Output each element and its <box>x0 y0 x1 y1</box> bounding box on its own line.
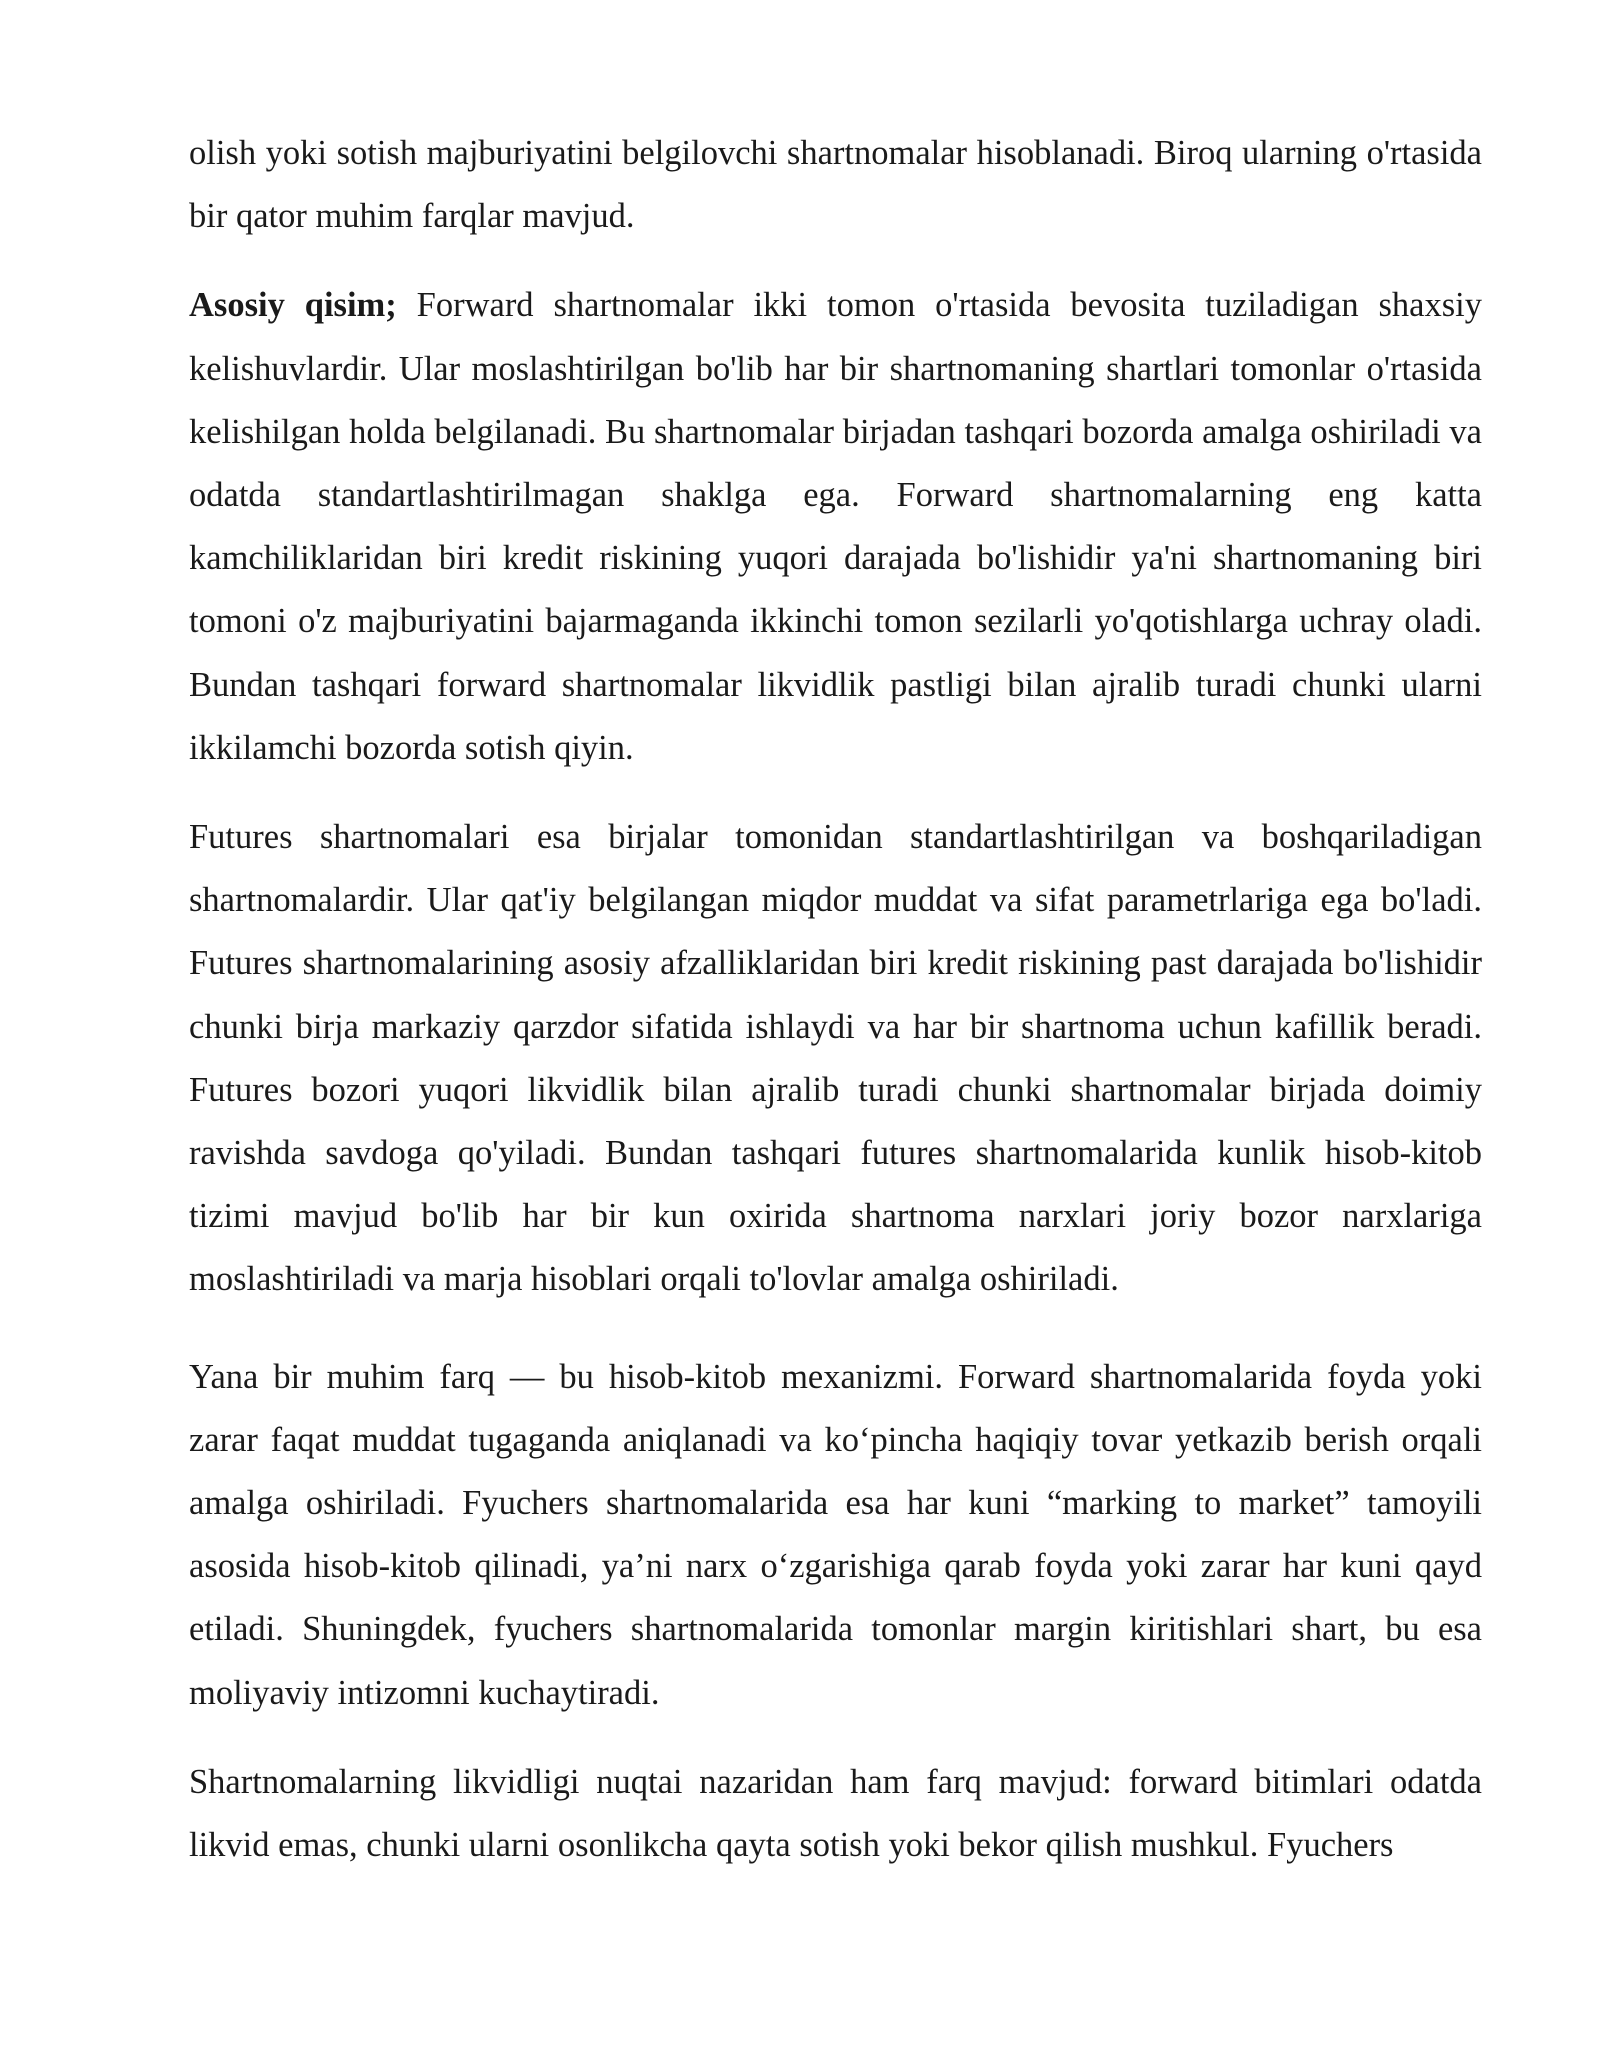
paragraph-text: Shartnomalarning likvidligi nuqtai nazaridan ham farq mavjud: forward bitimlari odatda likvid emas, chunki ularni osonlikcha qayta sotish yoki bekor qilish mushkul. Fyuchers <box>189 1762 1482 1865</box>
paragraph-settlement <box>189 1346 1482 1725</box>
paragraph-text: Futures shartnomalari esa birjalar tomonidan standartlashtirilgan va boshqariladigan shartnomalardir. Ular qat'iy belgilangan miqdor muddat va sifat parametrlariga ega bo'ladi. Futures shartnomalarining asosiy afzalliklaridan biri kredit riskining past darajada bo'lishidir chunki birja markaziy qarzdor sifatida ishlaydi va har bir shartnoma uchun kafillik beradi. Futures bozori yuqori likvidlik bilan ajralib turadi chunki shartnomalar birjada doimiy ravishda savdoga qo'yiladi. Bundan tashqari futures shartnomalarida kunlik hisob-kitob tizimi mavjud bo'lib har bir kun oxirida shartnoma narxlari joriy bozor narxlariga moslashtiriladi va marja hisoblari orqali to'lovlar amalga oshiriladi. <box>189 818 1482 1299</box>
paragraph-text: Yana bir muhim farq — bu hisob-kitob mexanizmi. Forward shartnomalarida foyda yoki zarar faqat muddat tugaganda aniqlanadi va ko‘pincha haqiqiy tovar yetkazib berish orqali amalga oshiriladi. Fyuchers shartnomalarida esa har kuni “marking to market” tamoyili asosida hisob-kitob qilinadi, ya’ni narx o‘zgarishiga qarab foyda yoki zarar har kuni qayd etiladi. Shuningdek, fyuchers shartnomalarida tomonlar margin kiritishlari shart, bu esa moliyaviy intizomni kuchaytiradi. <box>189 1357 1482 1712</box>
paragraph-futures <box>189 806 1482 1312</box>
paragraph-intro-continuation <box>189 122 1482 248</box>
paragraph-main-part <box>189 274 1482 780</box>
paragraph-text: Forward shartnomalar ikki tomon o'rtasida bevosita tuziladigan shaxsiy kelishuvlardir. Ular moslashtirilgan bo'lib har bir shartnomaning shartlari tomonlar o'rtasida kelishilgan holda belgilanadi. Bu shartnomalar birjadan tashqari bozorda amalga oshiriladi va odatda standartlashtirilmagan shaklga ega. Forward shartnomalarning eng katta kamchiliklaridan biri kredit riskining yuqori darajada bo'lishidir ya'ni shartnomaning biri tomoni o'z majburiyatini bajarmaganda ikkinchi tomon sezilarli yo'qotishlarga uchray oladi. Bundan tashqari forward shartnomalar likvidlik pastligi bilan ajralib turadi chunki ularni ikkilamchi bozorda sotish qiyin. <box>189 286 1482 767</box>
paragraph-liquidity <box>189 1751 1482 1877</box>
section-lead-heading: Asosiy qisim; <box>189 286 397 325</box>
document-body <box>189 122 1482 1903</box>
paragraph-text: olish yoki sotish majburiyatini belgilovchi shartnomalar hisoblanadi. Biroq ularning o'rtasida bir qator muhim farqlar mavjud. <box>189 134 1482 236</box>
